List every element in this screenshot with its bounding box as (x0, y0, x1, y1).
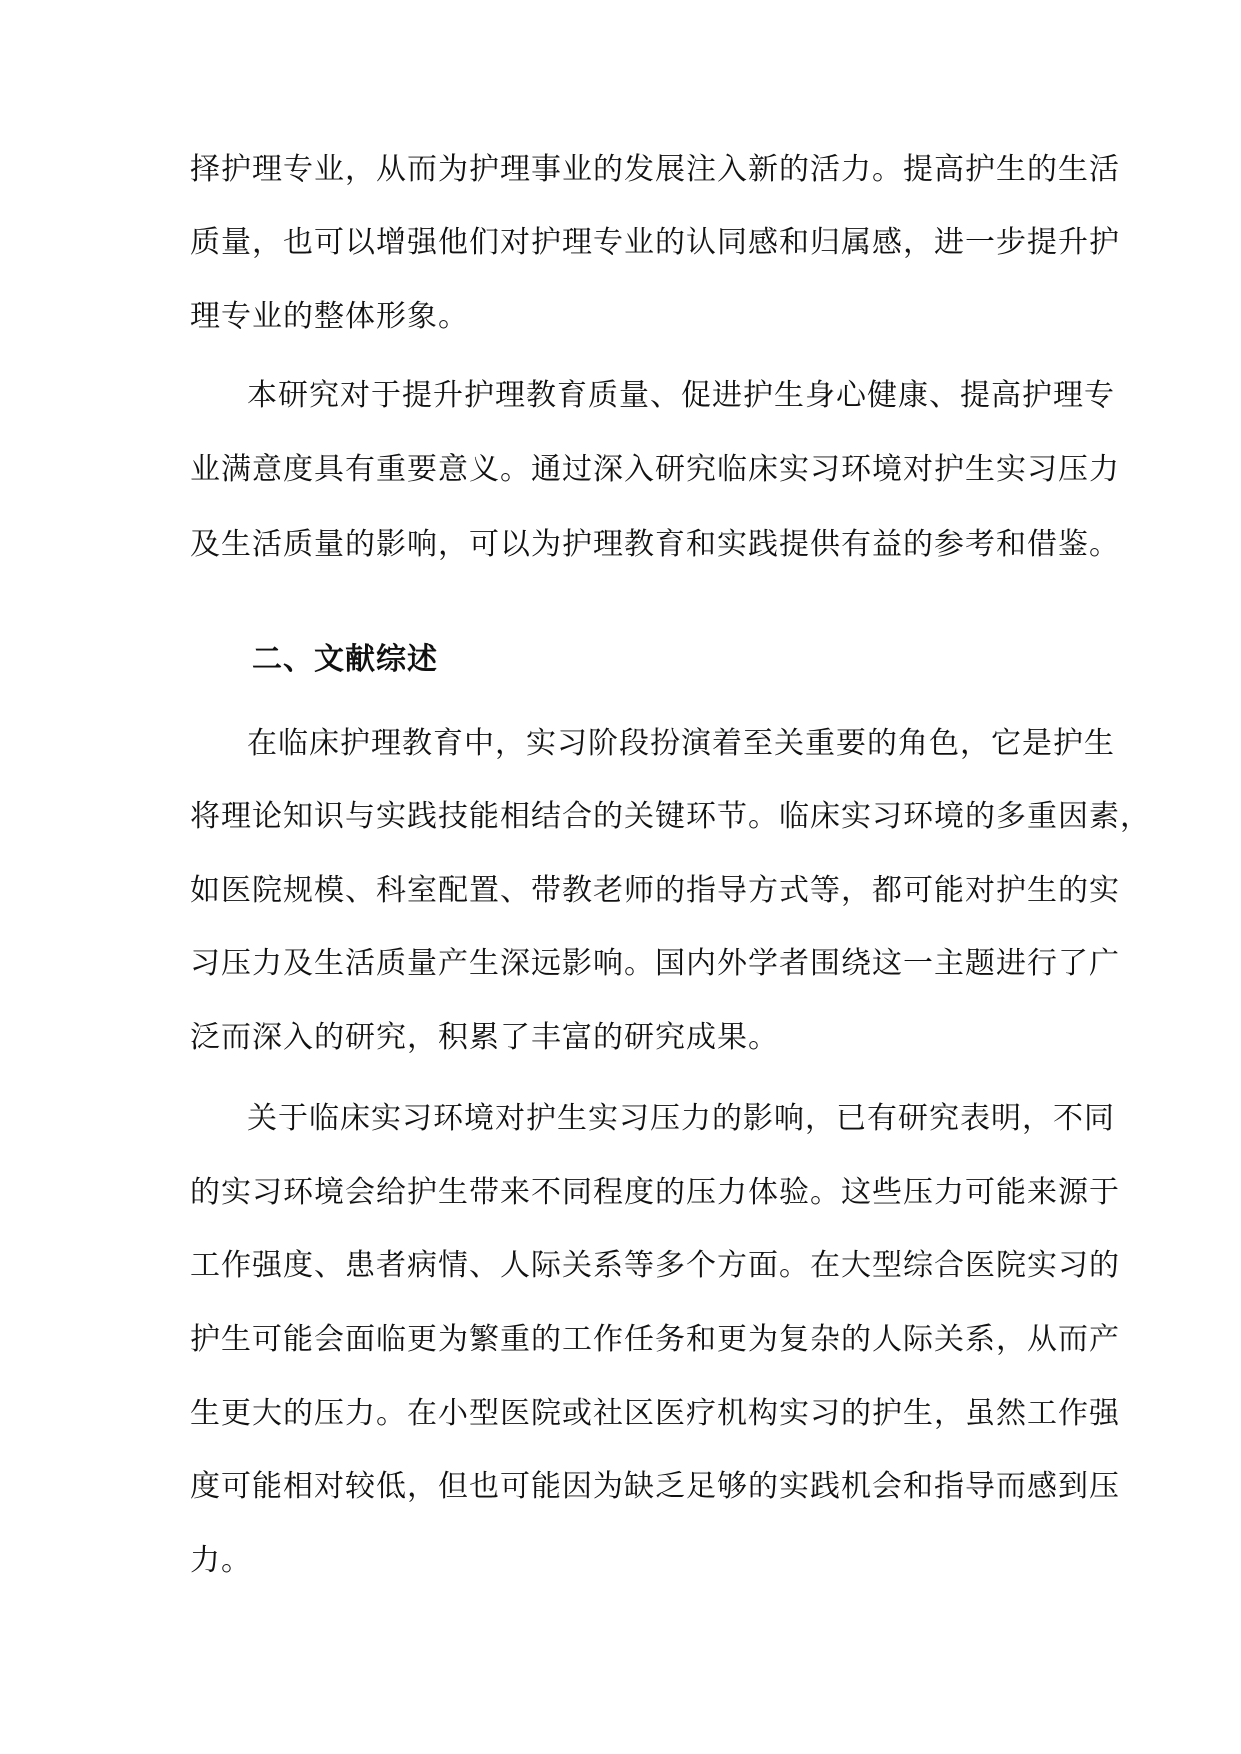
paragraph-1-line-2: 质量，也可以增强他们对护理专业的认同感和归属感，进一步提升护 (190, 225, 1120, 260)
paragraph-4-line-5: 生更大的压力。在小型医院或社区医疗机构实习的护生，虽然工作强 (190, 1396, 1120, 1431)
paragraph-3-line-1: 在临床护理教育中，实习阶段扮演着至关重要的角色，它是护生 (247, 726, 1115, 761)
paragraph-4-line-4: 护生可能会面临更为繁重的工作任务和更为复杂的人际关系，从而产 (190, 1322, 1120, 1357)
paragraph-4-line-1: 关于临床实习环境对护生实习压力的影响，已有研究表明，不同 (247, 1101, 1115, 1136)
paragraph-2-line-3: 及生活质量的影响，可以为护理教育和实践提供有益的参考和借鉴。 (190, 527, 1120, 562)
paragraph-2-line-2: 业满意度具有重要意义。通过深入研究临床实习环境对护生实习压力 (190, 452, 1120, 487)
section-heading: 二、文献综述 (252, 642, 438, 677)
paragraph-4-line-2: 的实习环境会给护生带来不同程度的压力体验。这些压力可能来源于 (190, 1175, 1120, 1210)
paragraph-3-line-4: 习压力及生活质量产生深远影响。国内外学者围绕这一主题进行了广 (190, 946, 1120, 981)
paragraph-4-line-6: 度可能相对较低，但也可能因为缺乏足够的实践机会和指导而感到压 (190, 1469, 1120, 1504)
paragraph-4-line-7: 力。 (190, 1543, 252, 1578)
paragraph-4-line-3: 工作强度、患者病情、人际关系等多个方面。在大型综合医院实习的 (190, 1248, 1120, 1283)
paragraph-2-line-1: 本研究对于提升护理教育质量、促进护生身心健康、提高护理专 (247, 378, 1115, 413)
paragraph-1-line-1: 择护理专业，从而为护理事业的发展注入新的活力。提高护生的生活 (190, 152, 1120, 187)
paragraph-3-line-2: 将理论知识与实践技能相结合的关键环节。临床实习环境的多重因素， (190, 799, 1151, 834)
paragraph-1-line-3: 理专业的整体形象。 (190, 299, 469, 334)
paragraph-3-line-5: 泛而深入的研究，积累了丰富的研究成果。 (190, 1020, 779, 1055)
paragraph-3-line-3: 如医院规模、科室配置、带教老师的指导方式等，都可能对护生的实 (190, 873, 1120, 908)
